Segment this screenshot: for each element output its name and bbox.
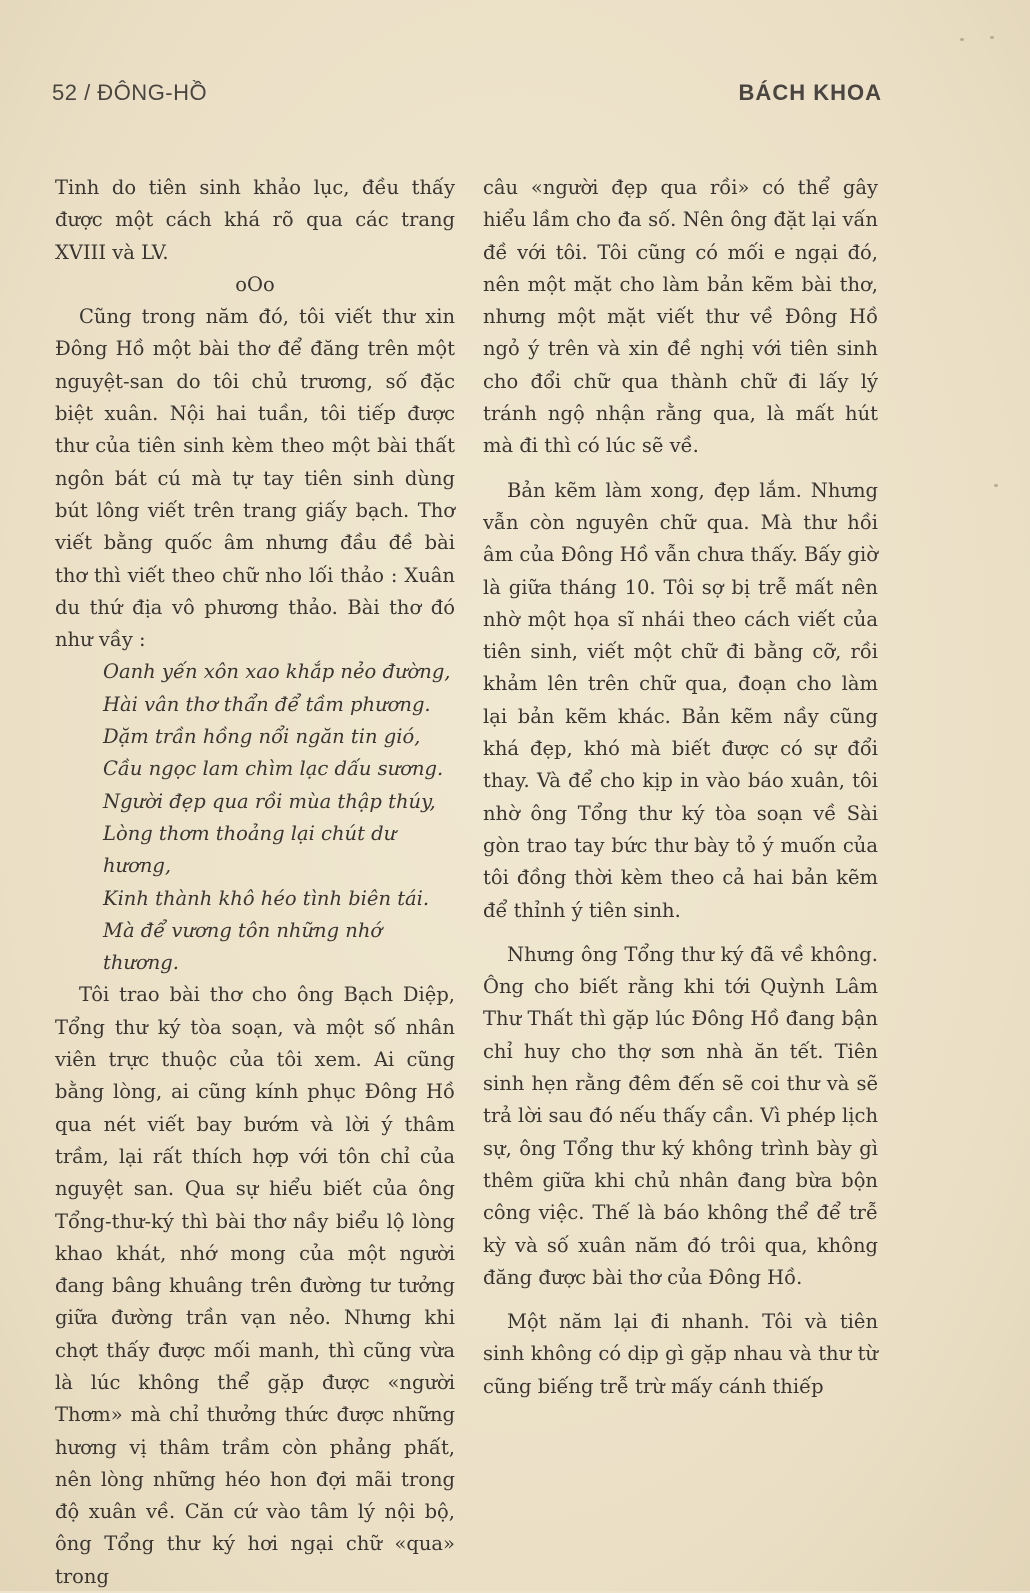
poem-line: Oanh yến xôn xao khắp nẻo đường, (103, 660, 451, 684)
paragraph: Tôi trao bài thơ cho ông Bạch Diệp, Tổng thư ký tòa soạn, và một số nhân viên trực thuộc của tôi xem. Ai cũng bằng lòng, ai cũng kính phục Đông Hồ qua nét viết bay bướm và lời ý thâm trầm, lại rất thích hợp với tôn chỉ của nguyệt san. Qua sự hiểu biết của ông Tổng-thư-ký thì bài thơ nầy biểu lộ lòng khao khát, nhớ mong của một người đang bâng khuâng trên đường tư tưởng giữa đường trần vạn nẻo. Nhưng khi chợt thấy được mối manh, thì cũng vừa là lúc không thể gặp được «người Thơm» mà chỉ thưởng thức được những hương vị thâm trầm còn phảng phất, nên lòng những héo hon đợi mãi trong độ xuân về. Căn cứ vào tâm lý nội bộ, ông Tổng thư ký hơi ngại chữ «qua» trong (55, 983, 455, 1588)
poem-line: Dặm trần hồng nổi ngăn tin gió, (103, 725, 421, 749)
paragraph: Một năm lại đi nhanh. Tôi và tiên sinh không có dịp gì gặp nhau và thư từ cũng biếng trễ trừ mấy cánh thiếp (483, 1310, 878, 1398)
left-column (55, 172, 455, 1593)
section-separator: oOo (235, 272, 275, 296)
magazine-title: BÁCH KHOA (738, 80, 882, 105)
poem-line: Hài vân thơ thẩn để tầm phương. (103, 692, 431, 716)
poem-line: Lòng thơm thoảng lại chút dư hương, (103, 821, 397, 878)
right-column (483, 172, 878, 1403)
poem (103, 656, 455, 979)
paragraph: Nhưng ông Tổng thư ký đã về không. Ông cho biết rằng khi tới Quỳnh Lâm Thư Thất thì gặp lúc Đông Hồ đang bận chỉ huy cho thợ sơn nhà ăn tết. Tiên sinh hẹn rằng đêm đến sẽ coi thư và sẽ trả lời sau đó nếu thấy cần. Vì phép lịch sự, ông Tổng thư ký không trình bày gì thêm giữa khi chủ nhân đang bừa bộn công việc. Thế là báo không thể để trễ kỳ và số xuân năm đó trôi qua, không đăng được bài thơ của Đông Hồ. (483, 942, 878, 1289)
running-header (52, 80, 882, 106)
poem-line: Người đẹp qua rồi mùa thập thúy, (103, 789, 436, 813)
paper-speck (990, 36, 994, 39)
paper-speck (960, 38, 964, 41)
paragraph: Bản kẽm làm xong, đẹp lắm. Nhưng vẫn còn nguyên chữ qua. Mà thư hồi âm của Đông Hồ vẫn chưa thấy. Bấy giờ là giữa tháng 10. Tôi sợ bị trễ mất nên nhờ một họa sĩ nhái theo cách viết của tiên sinh, viết một chữ đi bằng cỡ, rồi khảm lên trên chữ qua, đoạn cho làm lại bản kẽm khác. Bản kẽm nầy cũng khá đẹp, khó mà biết được có sự đổi thay. Và để cho kịp in vào báo xuân, tôi nhờ ông Tổng thư ký tòa soạn về Sài gòn trao tay bức thư bày tỏ ý muốn của tôi đồng thời kèm theo cả hai bản kẽm để thỉnh ý tiên sinh. (483, 478, 878, 922)
paragraph: Tinh do tiên sinh khảo lục, đều thấy được một cách khá rõ qua các trang XVIII và LV. (55, 176, 455, 264)
paragraph: Cũng trong năm đó, tôi viết thư xin Đông Hồ một bài thơ để đăng trên một nguyệt-san do tôi chủ trương, số đặc biệt xuân. Nội hai tuần, tôi tiếp được thư của tiên sinh kèm theo một bài thất ngôn bát cú mà tự tay tiên sinh dùng bút lông viết trên trang giấy bạch. Thơ viết bằng quốc âm nhưng đầu đề bài thơ thì viết theo chữ nho lối thảo : Xuân du thứ địa vô phương thảo. Bài thơ đó như vầy : (55, 305, 455, 652)
poem-line: Cầu ngọc lam chìm lạc dấu sương. (103, 757, 444, 781)
page-number-section: 52 / ĐÔNG-HỒ (52, 80, 208, 105)
paragraph: câu «người đẹp qua rồi» có thể gây hiểu lầm cho đa số. Nên ông đặt lại vấn đề với tôi. Tôi cũng có mối e ngại đó, nên một mặt cho làm bản kẽm bài thơ, nhưng một mặt viết thư về Đông Hồ ngỏ ý trên và xin đề nghị với tiên sinh cho đổi chữ qua thành chữ đi lấy lý tránh ngộ nhận rằng qua, là mất hút mà đi thì có lúc sẽ về. (483, 176, 878, 458)
paper-speck (994, 484, 998, 487)
poem-line: Kinh thành khô héo tình biên tái. (103, 886, 430, 910)
poem-line: Mà để vương tôn những nhớ thương. (103, 918, 383, 975)
